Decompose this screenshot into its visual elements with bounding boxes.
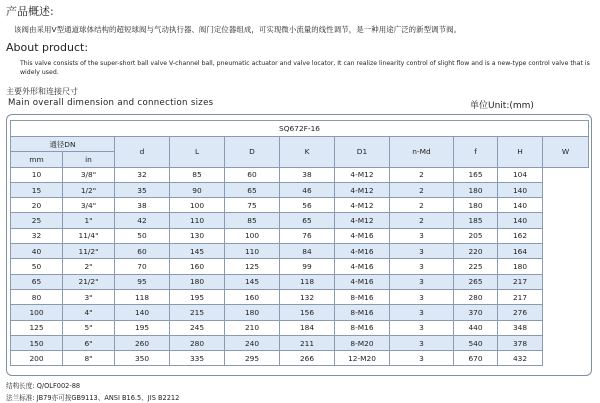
table-cell: 225 [454, 259, 498, 274]
table-cell: 80 [11, 289, 63, 304]
table-cell: 4-M16 [335, 228, 390, 243]
table-cell: 3/8" [63, 167, 115, 182]
table-cell: 8-M16 [335, 305, 390, 320]
table-cell: 335 [170, 351, 225, 366]
table-row [11, 228, 589, 243]
table-cell: 145 [225, 274, 280, 289]
table-cell: 2 [390, 167, 454, 182]
table-cell: 140 [498, 213, 543, 228]
table-cell: 4" [63, 305, 115, 320]
table-cell: 211 [280, 335, 335, 350]
table-cell: 3 [390, 351, 454, 366]
table-cell: 110 [225, 244, 280, 259]
table-cell: 3 [390, 228, 454, 243]
table-cell: 70 [115, 259, 170, 274]
table-cell: 100 [170, 198, 225, 213]
table-cell: 3 [390, 335, 454, 350]
table-cell: 540 [454, 335, 498, 350]
table-cell: 118 [115, 289, 170, 304]
table-cell: 180 [170, 274, 225, 289]
table-cell: 60 [115, 244, 170, 259]
col-header-w: W [543, 137, 589, 168]
col-header-d: d [115, 137, 170, 168]
table-row [11, 182, 589, 197]
table-cell: 40 [11, 244, 63, 259]
table-row [11, 244, 589, 259]
overview-heading-en: About product: [6, 41, 89, 54]
overview-text-cn: 该阀由采用V型通道球体结构的超短球阀与气动执行器、阀门定位器组成，可实现微小流量的线性调节，是一种用途广泛的新型调节阀。 [14, 25, 462, 34]
table-cell: 3 [390, 244, 454, 259]
table-row [11, 213, 589, 228]
col-header-n-md: n-Md [390, 137, 454, 168]
table-cell: 3" [63, 289, 115, 304]
table-cell: 125 [225, 259, 280, 274]
table-row [11, 320, 589, 335]
table-cell: 25 [11, 213, 63, 228]
table-row [11, 259, 589, 274]
table-cell: 32 [115, 167, 170, 182]
table-cell: 370 [454, 305, 498, 320]
table-cell: 160 [170, 259, 225, 274]
table-cell: 4-M12 [335, 167, 390, 182]
table-cell: 85 [225, 213, 280, 228]
table-row [11, 305, 589, 320]
table-cell: 217 [498, 274, 543, 289]
table-cell: 20 [11, 198, 63, 213]
dn-header: 通径DN [11, 137, 115, 152]
table-cell: 4-M16 [335, 274, 390, 289]
table-cell: 46 [280, 182, 335, 197]
sub-header-in: in [63, 152, 115, 167]
table-row [11, 274, 589, 289]
table-cell: 210 [225, 320, 280, 335]
overview-heading-cn: 产品概述: [6, 5, 54, 18]
table-cell: 132 [280, 289, 335, 304]
table-cell: 220 [454, 244, 498, 259]
table-cell: 1" [63, 213, 115, 228]
table-cell: 432 [498, 351, 543, 366]
table-cell: 3/4" [63, 198, 115, 213]
table-cell: 184 [280, 320, 335, 335]
table-cell: 440 [454, 320, 498, 335]
table-row [11, 351, 589, 366]
table-cell: 8" [63, 351, 115, 366]
table-cell: 11/4" [63, 228, 115, 243]
table-cell: 180 [225, 305, 280, 320]
table-cell: 12-M20 [335, 351, 390, 366]
table-cell: 2 [390, 213, 454, 228]
table-cell: 266 [280, 351, 335, 366]
table-cell: 125 [11, 320, 63, 335]
table-cell: 215 [170, 305, 225, 320]
table-cell: 3 [390, 320, 454, 335]
table-cell: 150 [11, 335, 63, 350]
table-cell: 4-M16 [335, 244, 390, 259]
sub-header-mm: mm [11, 152, 63, 167]
table-cell: 50 [115, 228, 170, 243]
table-cell: 3 [390, 289, 454, 304]
table-cell: 1/2" [63, 182, 115, 197]
table-cell: 50 [11, 259, 63, 274]
table-cell: 195 [115, 320, 170, 335]
table-cell: 670 [454, 351, 498, 366]
table-cell: 99 [280, 259, 335, 274]
table-cell: 200 [11, 351, 63, 366]
table-body [11, 167, 589, 366]
dimensions-heading-cn: 主要外形和连接尺寸 [6, 87, 78, 96]
table-cell: 85 [170, 167, 225, 182]
table-title: SQ672F-16 [11, 121, 589, 137]
col-header-f: f [454, 137, 498, 168]
table-cell: 348 [498, 320, 543, 335]
table-cell: 100 [11, 305, 63, 320]
col-header-h: H [498, 137, 543, 168]
table-cell: 280 [170, 335, 225, 350]
table-cell: 4-M16 [335, 259, 390, 274]
table-cell: 180 [454, 182, 498, 197]
table-cell: 295 [225, 351, 280, 366]
table-cell: 6" [63, 335, 115, 350]
table-cell: 162 [498, 228, 543, 243]
table-cell: 84 [280, 244, 335, 259]
table-cell: 104 [498, 167, 543, 182]
table-cell: 60 [225, 167, 280, 182]
table-cell: 75 [225, 198, 280, 213]
table-row [11, 167, 589, 182]
table-cell: 217 [498, 289, 543, 304]
table-row [11, 335, 589, 350]
table-cell: 195 [170, 289, 225, 304]
table-cell: 95 [115, 274, 170, 289]
table-cell: 245 [170, 320, 225, 335]
table-cell: 76 [280, 228, 335, 243]
table-cell: 21/2" [63, 274, 115, 289]
table-cell: 276 [498, 305, 543, 320]
table-cell: 350 [115, 351, 170, 366]
table-cell: 378 [498, 335, 543, 350]
table-cell: 110 [170, 213, 225, 228]
table-cell: 130 [170, 228, 225, 243]
table-cell: 38 [115, 198, 170, 213]
table-cell: 65 [225, 182, 280, 197]
table-cell: 4-M12 [335, 182, 390, 197]
table-cell: 145 [170, 244, 225, 259]
table-cell: 180 [498, 259, 543, 274]
table-cell: 160 [225, 289, 280, 304]
table-cell: 100 [225, 228, 280, 243]
table-cell: 260 [115, 335, 170, 350]
dimensions-heading-en: Main overall dimension and connection sizes [8, 98, 214, 108]
table-cell: 165 [454, 167, 498, 182]
table-cell: 38 [280, 167, 335, 182]
table-cell: 65 [11, 274, 63, 289]
table-cell: 90 [170, 182, 225, 197]
table-cell: 164 [498, 244, 543, 259]
table-cell: 2 [390, 198, 454, 213]
table-cell: 5" [63, 320, 115, 335]
table-row [11, 289, 589, 304]
table-row [11, 198, 589, 213]
table-cell: 8-M20 [335, 335, 390, 350]
table-cell: 10 [11, 167, 63, 182]
table-cell: 8-M16 [335, 289, 390, 304]
col-header-k: K [280, 137, 335, 168]
table-cell: 3 [390, 274, 454, 289]
table-cell: 205 [454, 228, 498, 243]
table-cell: 180 [454, 198, 498, 213]
col-header-d-outer: D [225, 137, 280, 168]
table-cell: 8-M16 [335, 320, 390, 335]
table-cell: 265 [454, 274, 498, 289]
spec-table [10, 120, 589, 366]
table-cell: 3 [390, 305, 454, 320]
table-cell: 185 [454, 213, 498, 228]
table-cell: 3 [390, 259, 454, 274]
table-cell: 15 [11, 182, 63, 197]
table-cell: 35 [115, 182, 170, 197]
col-header-d1: D1 [335, 137, 390, 168]
table-cell: 140 [115, 305, 170, 320]
table-cell: 140 [498, 182, 543, 197]
col-header-l: L [170, 137, 225, 168]
table-cell: 240 [225, 335, 280, 350]
table-cell: 42 [115, 213, 170, 228]
table-cell: 4-M12 [335, 198, 390, 213]
table-cell: 11/2" [63, 244, 115, 259]
table-cell: 32 [11, 228, 63, 243]
table-cell: 4-M12 [335, 213, 390, 228]
table-cell: 140 [498, 198, 543, 213]
table-cell: 2" [63, 259, 115, 274]
table-cell: 65 [280, 213, 335, 228]
unit-label: 单位Unit:(mm) [470, 101, 534, 111]
table-cell: 156 [280, 305, 335, 320]
table-cell: 118 [280, 274, 335, 289]
footer-flange-standard: 法兰标准: JB79亦可按GB9113、ANSI B16.5、JIS B2212 [6, 394, 180, 402]
table-cell: 280 [454, 289, 498, 304]
table-cell: 2 [390, 182, 454, 197]
table-cell: 56 [280, 198, 335, 213]
overview-text-en: This valve consists of the super-short ball valve V-channel ball, pneumatic actuator and valve locator, It can realize linearity control of slight flow and is a new-type control valve that is widely used. [20, 60, 590, 76]
footer-structure-length: 结构长度: Q/OLF002-88 [6, 382, 81, 390]
